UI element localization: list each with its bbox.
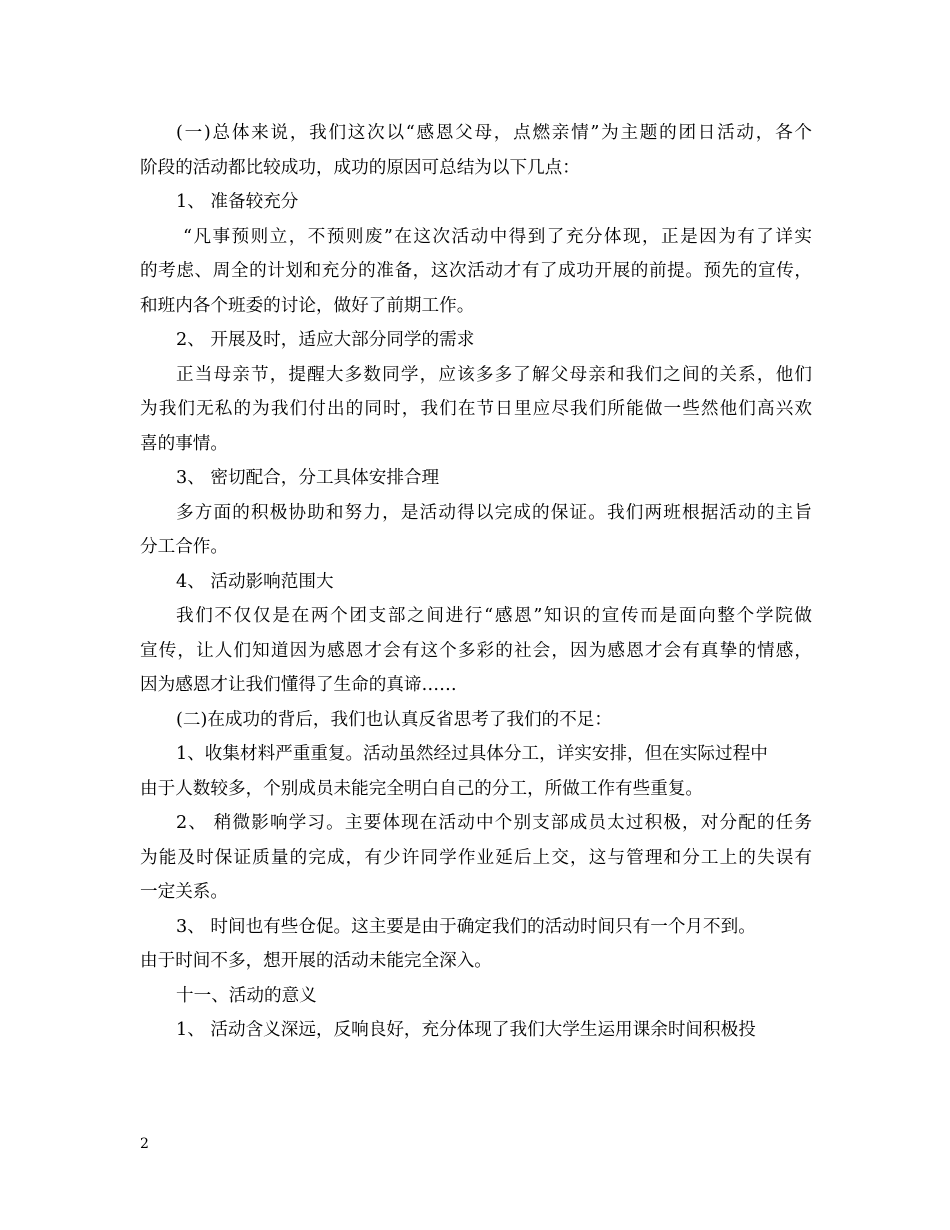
paragraph-line: 2、 稍微影响学习。主要体现在活动中个别支部成员太过积极，对分配的任务 xyxy=(176,813,812,833)
paragraph-line: 由于时间不多，想开展的活动未能完全深入。 xyxy=(140,951,492,971)
section-heading: 十一、活动的意义 xyxy=(176,985,317,1006)
paragraph-line: “凡事预则立，不预则废”在这次活动中得到了充分体现，正是因为有了详实 xyxy=(183,226,812,247)
document-body xyxy=(140,116,812,1048)
paragraph-line: (一)总体来说，我们这次以“感恩父母，点燃亲情”为主题的团日活动，各个 xyxy=(176,123,812,143)
paragraph-line: 和班内各个班委的讨论，做好了前期工作。 xyxy=(140,295,475,316)
section-heading: 3、 密切配合，分工具体安排合理 xyxy=(176,468,440,488)
section-heading: 1、 准备较充分 xyxy=(176,192,299,212)
page-number: 2 xyxy=(140,1136,149,1152)
section-heading: 2、 开展及时，适应大部分同学的需求 xyxy=(176,330,475,350)
paragraph-line: 正当母亲节，提醒大多数同学，应该多多了解父母亲和我们之间的关系，他们 xyxy=(176,364,812,385)
paragraph-line: 宣传，让人们知道因为感恩才会有这个多彩的社会，因为感恩才会有真挚的情感， xyxy=(140,640,812,661)
paragraph-line: 阶段的活动都比较成功，成功的原因可总结为以下几点： xyxy=(140,157,580,178)
paragraph-line: 分工合作。 xyxy=(140,537,228,557)
paragraph-line: 一定关系。 xyxy=(140,882,228,902)
paragraph-line: 3、 时间也有些仓促。这主要是由于确定我们的活动时间只有一个月不到。 xyxy=(176,916,756,937)
paragraph-line: 为能及时保证质量的完成，有少许同学作业延后上交，这与管理和分工上的失误有 xyxy=(140,847,812,868)
paragraph-line: 1、收集材料严重重复。活动虽然经过具体分工，详实安排，但在实际过程中 xyxy=(176,744,768,764)
paragraph-line: 为我们无私的为我们付出的同时，我们在节日里应尽我们所能做一些然他们高兴欢 xyxy=(140,399,812,419)
paragraph-line: 多方面的积极协助和努力，是活动得以完成的保证。我们两班根据活动的主旨 xyxy=(176,502,812,523)
paragraph-line: 的考虑、周全的计划和充分的准备，这次活动才有了成功开展的前提。预先的宣传， xyxy=(140,261,812,281)
section-heading: (二)在成功的背后，我们也认真反省思考了我们的不足： xyxy=(176,709,612,730)
paragraph-line: 我们不仅仅是在两个团支部之间进行“感恩”知识的宣传而是面向整个学院做 xyxy=(176,606,812,626)
paragraph-line: 因为感恩才让我们懂得了生命的真谛…… xyxy=(140,675,457,695)
paragraph-line: 由于人数较多，个别成员未能完全明白自己的分工，所做工作有些重复。 xyxy=(140,778,704,799)
paragraph-line: 1、 活动含义深远，反响良好，充分体现了我们大学生运用课余时间积极投 xyxy=(176,1020,756,1040)
section-heading: 4、 活动影响范围大 xyxy=(176,571,334,592)
paragraph-line: 喜的事情。 xyxy=(140,433,228,454)
